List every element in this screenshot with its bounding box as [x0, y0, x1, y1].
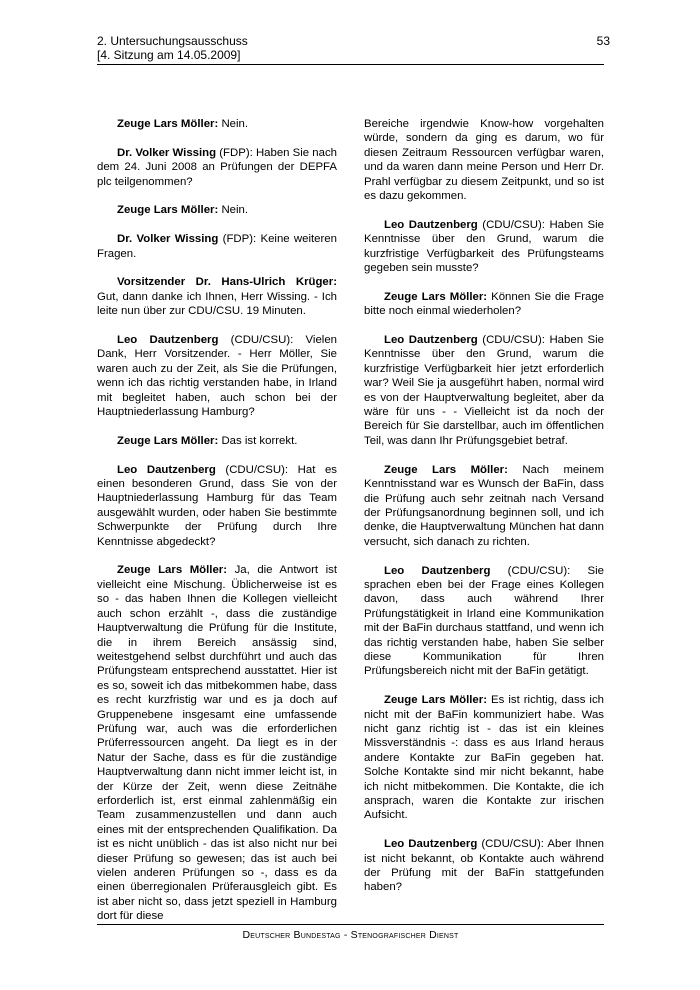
speaker-name: Dr. Volker Wissing	[117, 233, 219, 246]
paragraph-text: Keine weiteren Fragen.	[97, 233, 337, 260]
speaker-party: (CDU/CSU):	[477, 838, 544, 851]
transcript-paragraph	[97, 232, 337, 261]
speaker-name: Leo Dautzenberg	[384, 564, 491, 577]
page-header-left	[97, 34, 248, 62]
speaker-name: Zeuge Lars Möller:	[117, 204, 219, 217]
page-number: 53	[596, 34, 610, 48]
speaker-name: Leo Dautzenberg	[384, 218, 478, 231]
paragraph-text: Sie sprachen eben bei der Frage eines Kollegen davon, dass auch während Ihrer Prüfungstätigkeit in Irland eine Kommunikation mit der BaFin durchaus stattfand, und wenn ich das richtig verstanden habe, haben Sie selber diese Kommunikation für Ihren Prüfungsbereich nicht mit der BaFin getätigt.	[364, 564, 604, 678]
paragraph-text: Das ist korrekt.	[218, 434, 298, 447]
page-footer: Deutscher Bundestag - Stenografischer Dienst	[242, 929, 459, 941]
paragraph-text: Nein.	[218, 118, 249, 130]
paragraph-text: Nach meinem Kenntnisstand war es Wunsch der BaFin, dass die Prüfung auch sehr zeitnah nach Versand der Prüfungsanordnung beginnen soll, und ich denke, die Hauptverwaltung München hat dann versucht, sich danach zu richten.	[364, 463, 604, 548]
transcript-paragraph	[97, 203, 337, 217]
transcript-paragraph	[364, 117, 604, 203]
paragraph-text: Hat es einen besonderen Grund, dass Sie von der Hauptniederlassung Hamburg für das Team ausgewählt wurden, oder haben Sie bestimmte Schwerpunkte der Prüfung durch Ihre Kenntnisse abgedeckt?	[97, 463, 337, 548]
speaker-party: (CDU/CSU):	[477, 334, 545, 347]
speaker-party: (CDU/CSU):	[490, 564, 571, 577]
speaker-name: Zeuge Lars Möller:	[117, 434, 219, 447]
speaker-name: Zeuge Lars Möller:	[384, 463, 508, 476]
footer-rule	[97, 924, 604, 925]
paragraph-text: Gut, dann danke ich Ihnen, Herr Wissing. - Ich leite nun über zur CDU/CSU. 19 Minuten.	[97, 290, 337, 318]
transcript-paragraph	[97, 117, 337, 131]
speaker-party: (CDU/CSU):	[218, 334, 294, 347]
session-info: [4. Sitzung am 14.05.2009]	[97, 48, 241, 62]
speaker-party: (FDP):	[216, 146, 253, 159]
committee-name: 2. Untersuchungsausschuss	[97, 34, 248, 48]
paragraph-text: Aber Ihnen ist nicht bekannt, ob Kontakte auch während der Prüfung mit der BaFin stattgefunden haben?	[364, 838, 604, 894]
paragraph-text: Ja, die Antwort ist vielleicht eine Mischung. Üblicherweise ist es so - das haben Ihnen die Kollegen vielleicht auch schon erzählt -, dass die zuständige Hauptverwaltung die Prüfung für die Institute, die in ihrem Bereich ansässig sind, weitestgehend selbst durchführt und auch das Prüfungsteam entsprechend ausstattet. Hier ist es so, soweit ich das mitbekommen habe, dass es recht kurzfristig war und es ja doch auf Gruppenebene insgesamt eine umfassende Prüfung war, auch was die erforderlichen Prüferressourcen angeht. Da liegt es in der Natur der Sache, dass es für die zuständige Hauptverwaltung dann nicht immer leicht ist, in der Kürze der Zeit, wenn diese Zeitnähe erforderlich ist, erst einmal zahlenmäßig ein Team zusammenzustellen und dann auch eines mit der entsprechenden Qualifikation. Da ist es nicht unüblich - das ist also nicht nur bei dieser Prüfung so gewesen; das ist auch bei vielen anderen Prüfungen so -, dass es da einen überregionalen Prüferausgleich gibt. Es ist aber nicht so, dass jetzt speziell in Hamburg dort für diese	[97, 564, 337, 923]
speaker-party: (CDU/CSU):	[215, 463, 289, 476]
speaker-party: (CDU/CSU):	[477, 218, 545, 231]
speaker-name: Vorsitzender Dr. Hans-Ulrich Krüger:	[117, 276, 337, 289]
transcript-paragraph	[97, 333, 337, 419]
transcript-paragraph	[97, 146, 337, 189]
transcript-paragraph	[97, 563, 337, 923]
transcript-paragraph	[364, 463, 604, 549]
paragraph-text: Es ist richtig, dass ich nicht mit der BaFin kommuniziert habe. Was nicht ganz richtig ist - das ist ein kleines Missverständnis -: dass es aus Irland heraus andere Kontakte zur BaFin gegeben hat. Solche Kontakte sind mir nicht bekannt, habe ich nicht mitbekommen. Die Kontakte, die ich ansprach, waren die Kontakte zur irischen Aufsicht.	[364, 694, 604, 822]
speaker-name: Leo Dautzenberg	[117, 334, 219, 347]
speaker-name: Zeuge Lars Möller:	[117, 564, 228, 577]
transcript-paragraph	[364, 837, 604, 895]
left-column	[97, 117, 337, 938]
paragraph-text: Vielen Dank, Herr Vorsitzender. - Herr Möller, Sie waren auch zu der Zeit, als Sie die Prüfungen, wenn ich das richtig verstanden habe, in Irland mit begleitet haben, auch schon bei der Hauptniederlassung Hamburg?	[97, 334, 338, 419]
speaker-party: (FDP):	[218, 233, 257, 246]
transcript-paragraph	[364, 564, 604, 679]
paragraph-text: Haben Sie Kenntnisse über den Grund, warum die kurzfristige Verfügbarkeit des Prüfungsteams gegeben sein musste?	[364, 218, 605, 275]
transcript-paragraph	[364, 290, 604, 319]
transcript-paragraph	[364, 693, 604, 823]
paragraph-text: Bereiche irgendwie Know-how vorgehalten würde, sondern da ging es darum, wo für diesen Zeitraum Ressourcen verfügbar waren, und da waren dann meine Person und Herr Dr. Prahl verfügbar zu diesem Zeitpunkt, und so ist es dazu gekommen.	[364, 118, 604, 203]
speaker-name: Zeuge Lars Möller:	[384, 694, 487, 707]
transcript-paragraph	[97, 463, 337, 549]
paragraph-text: Können Sie die Frage bitte noch einmal wiederholen?	[364, 290, 604, 318]
speaker-name: Dr. Volker Wissing	[117, 146, 217, 159]
transcript-paragraph	[97, 434, 337, 448]
paragraph-text: Nein.	[218, 204, 249, 217]
paragraph-text: Haben Sie nach dem 24. Juni 2008 an Prüfungen der DEPFA plc teilgenommen?	[97, 146, 338, 188]
transcript-paragraph	[97, 275, 337, 318]
paragraph-text: Haben Sie Kenntnisse über den Grund, warum die kurzfristige Verfügbarkeit hier jetzt erforderlich war? Weil Sie ja ausgeführt haben, normal wird es von der Hauptverwaltung begleitet, aber da wäre für uns - - Vielleicht ist da noch der Bereich für Sie darstellbar, auch im öffentlichen Teil, was dann Ihr Prüfungsgebiet betraf.	[364, 334, 605, 447]
transcript-paragraph	[364, 333, 604, 448]
speaker-name: Zeuge Lars Möller:	[384, 290, 488, 303]
speaker-name: Leo Dautzenberg	[384, 334, 478, 347]
speaker-name: Zeuge Lars Möller:	[117, 118, 219, 130]
speaker-name: Leo Dautzenberg	[384, 838, 478, 851]
right-column	[364, 117, 604, 909]
speaker-name: Leo Dautzenberg	[117, 463, 216, 476]
header-rule	[97, 64, 604, 65]
transcript-paragraph	[364, 218, 604, 276]
